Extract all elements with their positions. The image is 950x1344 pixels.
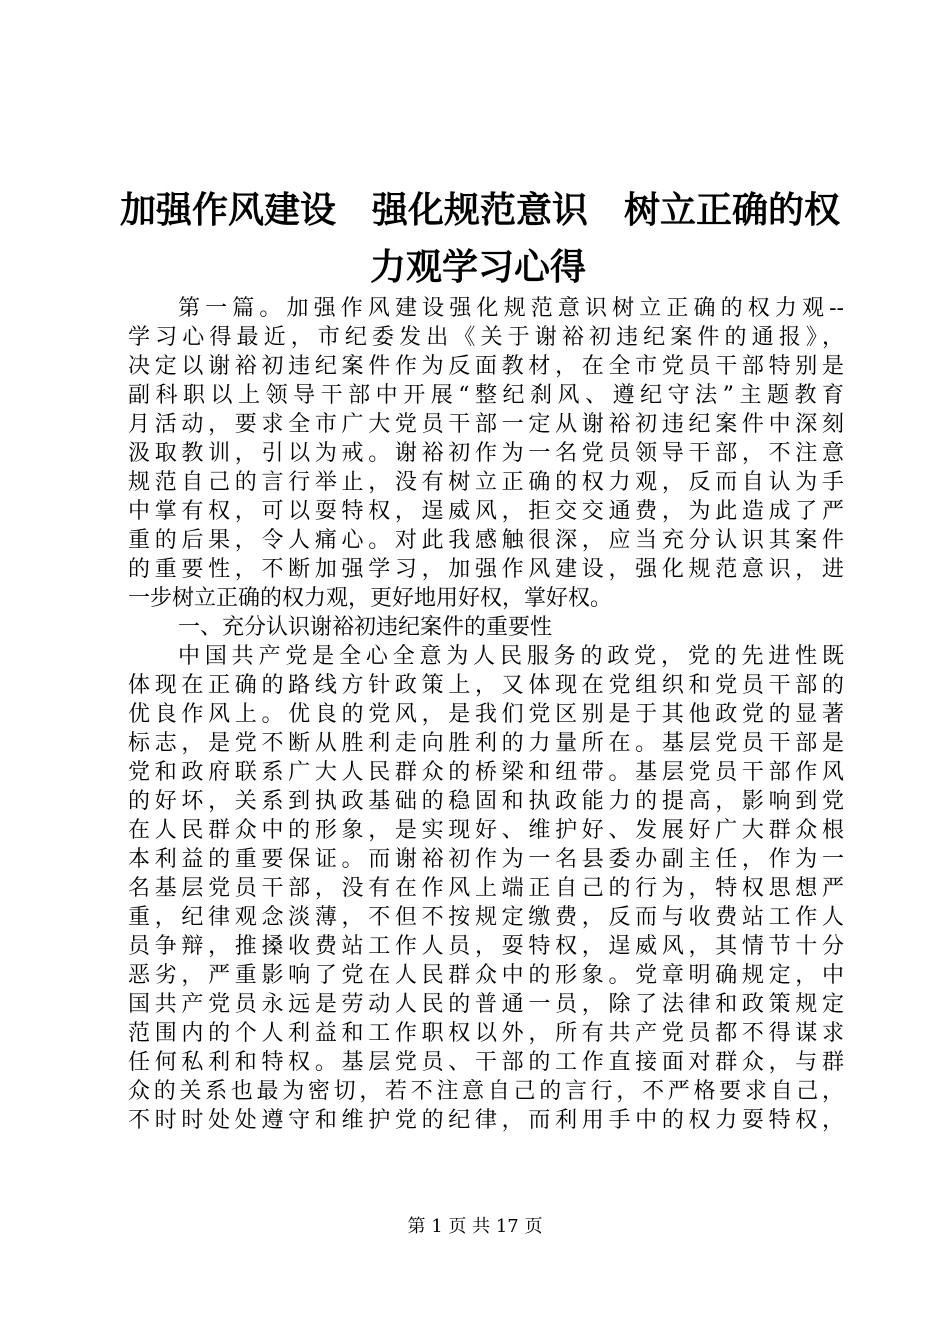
paragraph-line: 优良作风上。优良的党风，是我们党区别是于其他政党的显著 [128, 702, 844, 727]
document-title-line-1: 加强作风建设 强化规范意识 树立正确的权 [120, 189, 841, 231]
section-heading: 一、充分认识谢裕初违纪案件的重要性 [178, 615, 553, 640]
paragraph-line: 范围内的个人利益和工作职权以外，所有共产党员都不得谋求 [128, 1021, 844, 1046]
paragraph-line: 规范自己的言行举止，没有树立正确的权力观，反而自认为手 [128, 470, 844, 495]
paragraph-line: 重，纪律观念淡薄，不但不按规定缴费，反而与收费站工作人 [128, 905, 844, 930]
page-footer: 第 1 页 共 17 页 [407, 1216, 543, 1237]
paragraph-line: 一步树立正确的权力观，更好地用好权，掌好权。 [128, 586, 613, 611]
paragraph-line: 学习心得最近，市纪委发出《关于谢裕初违纪案件的通报》， [128, 325, 844, 350]
paragraph-line: 恶劣，严重影响了党在人民群众中的形象。党章明确规定，中 [128, 963, 844, 988]
paragraph-line: 国共产党员永远是劳动人民的普通一员，除了法律和政策规定 [128, 992, 844, 1017]
paragraph-line: 第一篇。加强作风建设强化规范意识树立正确的权力观-- [178, 296, 844, 321]
paragraph-line: 的重要性，不断加强学习，加强作风建设，强化规范意识，进 [128, 557, 844, 582]
paragraph-line: 不时时处处遵守和维护党的纪律，而利用手中的权力耍特权， [128, 1108, 844, 1133]
document-title-line-2: 力观学习心得 [369, 246, 586, 288]
paragraph-line: 重的后果，令人痛心。对此我感触很深，应当充分认识其案件 [128, 528, 844, 553]
paragraph-line: 标志，是党不断从胜利走向胜利的力量所在。基层党员干部是 [128, 731, 844, 756]
paragraph-line: 员争辩，推搡收费站工作人员，耍特权，逞威风，其情节十分 [128, 934, 844, 959]
paragraph-line: 党和政府联系广大人民群众的桥梁和纽带。基层党员干部作风 [128, 760, 844, 785]
paragraph-line: 月活动，要求全市广大党员干部一定从谢裕初违纪案件中深刻 [128, 412, 844, 437]
document-body [128, 294, 844, 1135]
paragraph-line: 汲取教训，引以为戒。谢裕初作为一名党员领导干部，不注意 [128, 441, 844, 466]
paragraph-line: 本利益的重要保证。而谢裕初作为一名县委办副主任，作为一 [128, 847, 844, 872]
paragraph-line: 中国共产党是全心全意为人民服务的政党，党的先进性既 [178, 644, 844, 669]
paragraph-line: 任何私利和特权。基层党员、干部的工作直接面对群众，与群 [128, 1050, 844, 1075]
paragraph-line: 副科职以上领导干部中开展“整纪刹风、遵纪守法”主题教育 [128, 383, 844, 408]
paragraph-line: 众的关系也最为密切，若不注意自己的言行，不严格要求自己， [128, 1079, 844, 1104]
paragraph-line: 的好坏，关系到执政基础的稳固和执政能力的提高，影响到党 [128, 789, 844, 814]
paragraph-line: 中掌有权，可以耍特权，逞威风，拒交交通费，为此造成了严 [128, 499, 844, 524]
paragraph-line: 决定以谢裕初违纪案件作为反面教材，在全市党员干部特别是 [128, 354, 844, 379]
paragraph-line: 名基层党员干部，没有在作风上端正自己的行为，特权思想严 [128, 876, 844, 901]
paragraph-line: 在人民群众中的形象，是实现好、维护好、发展好广大群众根 [128, 818, 844, 843]
paragraph-line: 体现在正确的路线方针政策上，又体现在党组织和党员干部的 [128, 673, 844, 698]
